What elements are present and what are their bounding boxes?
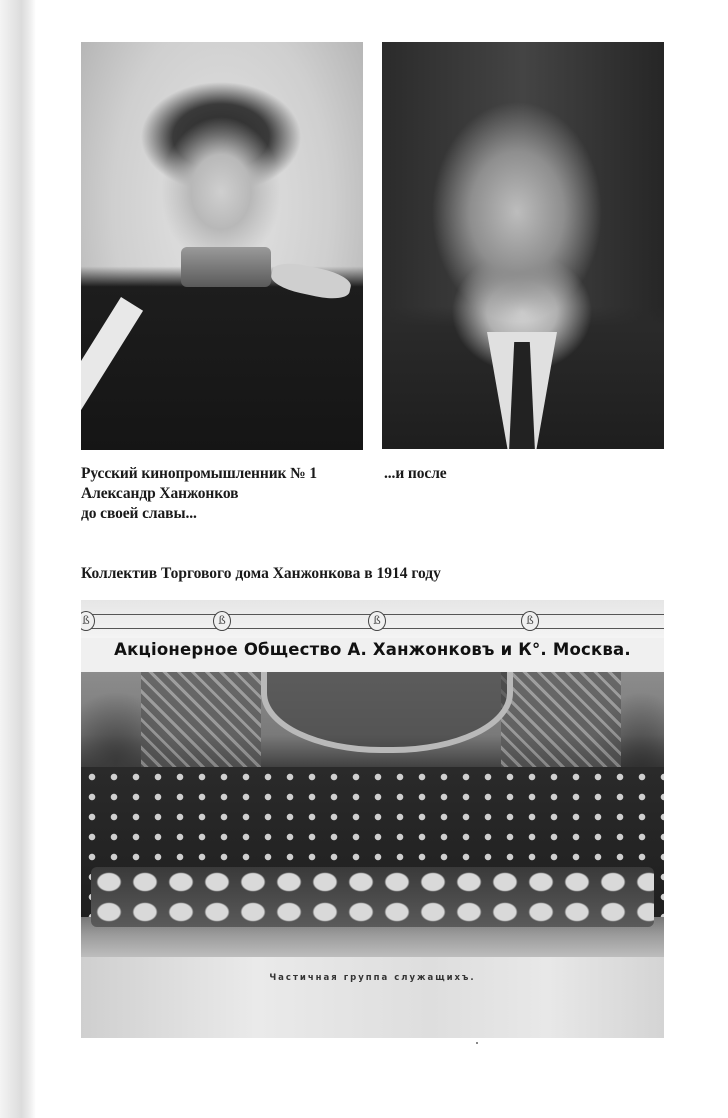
print-speck bbox=[476, 1042, 478, 1044]
uniform-sash bbox=[81, 297, 143, 450]
caption-left bbox=[81, 464, 371, 524]
uniform-collar bbox=[181, 247, 271, 287]
group-photo-image bbox=[81, 672, 664, 957]
caption-right bbox=[384, 464, 584, 484]
scroll-ornament-icon: ß bbox=[81, 611, 95, 631]
scroll-ornament-icon: ß bbox=[368, 611, 386, 631]
scroll-ornament-icon: ß bbox=[521, 611, 539, 631]
uniform-epaulette bbox=[269, 259, 353, 303]
group-photo-heading: Коллектив Торгового дома Ханжонкова в 1914 году bbox=[81, 565, 441, 582]
plate-bottom-margin bbox=[81, 957, 664, 1038]
portrait-older-khanzhonkov bbox=[382, 42, 664, 449]
page-gutter-shadow bbox=[0, 0, 36, 1118]
ornamental-banner bbox=[81, 600, 664, 638]
scroll-ornament-icon: ß bbox=[213, 611, 231, 631]
caption-left-line1: Русский кинопромышленник № 1 bbox=[81, 465, 318, 482]
caption-left-line3: до своей славы... bbox=[81, 505, 197, 522]
decor-arch bbox=[261, 672, 513, 753]
group-photo-caption: Частичная группа служащихъ. bbox=[269, 973, 476, 983]
portrait-young-khanzhonkov bbox=[81, 42, 363, 450]
caption-right-line1: ...и после bbox=[384, 465, 447, 482]
group-photo-title: Акцiонерное Общество А. Ханжонковъ и К°. Москва. bbox=[114, 640, 631, 659]
group-photo-plate bbox=[81, 600, 664, 1038]
front-row-seated bbox=[91, 867, 654, 927]
caption-left-line2: Александр Ханжонков bbox=[81, 485, 239, 502]
